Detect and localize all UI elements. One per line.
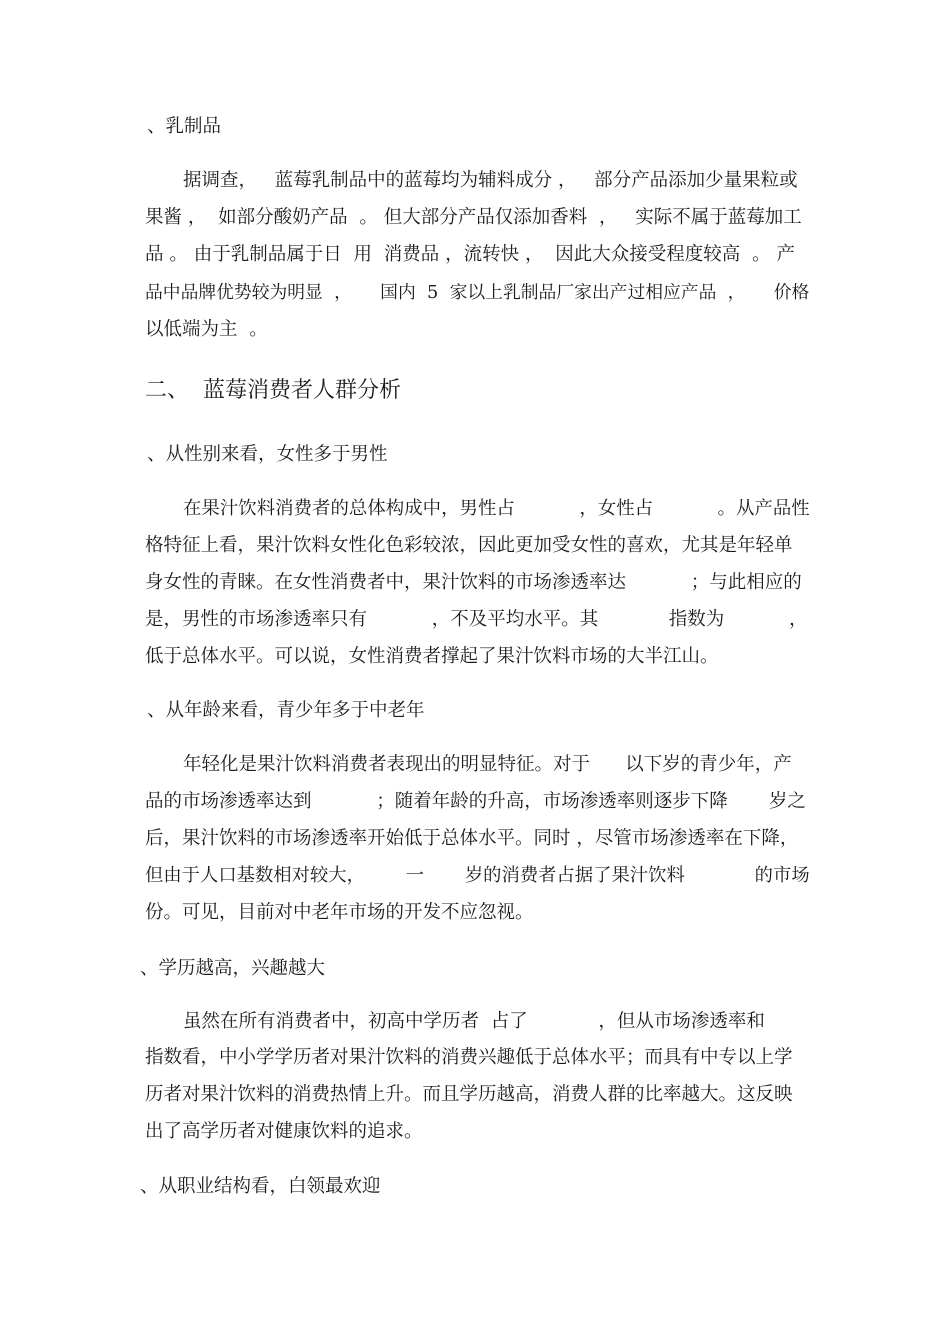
- paragraph-line: 品的市场渗透率达到 ；随着年龄的升高，市场渗透率则逐步下降 岁之: [145, 791, 806, 812]
- paragraph-line: 在果汁饮料消费者的总体构成中，男性占 ，女性占 。从产品性: [183, 498, 810, 519]
- paragraph-line: 指数看，中小学学历者对果汁饮料的消费兴趣低于总体水平；而具有中专以上学: [145, 1047, 793, 1068]
- subsection-heading-age: 、从年龄来看，青少年多于中老年: [147, 700, 425, 721]
- paragraph-line: 历者对果汁饮料的消费热情上升。而且学历越高，消费人群的比率越大。这反映: [145, 1084, 793, 1105]
- paragraph-line: 但由于人口基数相对较大， 一 岁的消费者占据了果汁饮料 的市场: [145, 865, 810, 886]
- paragraph-line: 果酱 ， 如部分酸奶产品 。 但大部分产品仅添加香料 ， 实际不属于蓝莓加工: [145, 207, 802, 228]
- paragraph-line: 以低端为主 。: [145, 319, 268, 340]
- section-heading-dairy: 、乳制品: [147, 116, 222, 137]
- paragraph-line: 后，果汁饮料的市场渗透率开始低于总体水平。同时 ，尽管市场渗透率在下降，: [145, 828, 799, 849]
- paragraph-line: 年轻化是果汁饮料消费者表现出的明显特征。对于 以下岁的青少年，产: [183, 754, 792, 775]
- paragraph-line: 虽然在所有消费者中，初高中学历者 占了 ，但从市场渗透率和: [183, 1011, 765, 1032]
- paragraph-line: 据调查， 蓝莓乳制品中的蓝莓均为辅料成分 ， 部分产品添加少量果粒或: [183, 170, 798, 191]
- paragraph-line: 身女性的青睐。在女性消费者中，果汁饮料的市场渗透率达 ；与此相应的: [145, 572, 802, 593]
- paragraph-line: 低于总体水平。可以说，女性消费者撑起了果汁饮料市场的大半江山。: [145, 646, 719, 667]
- paragraph-line: 格特征上看，果汁饮料女性化色彩较浓，因此更加受女性的喜欢，尤其是年轻单: [145, 535, 793, 556]
- subsection-heading-gender: 、从性别来看，女性多于男性: [147, 444, 388, 465]
- paragraph-line: 份。可见，目前对中老年市场的开发不应忽视。: [145, 902, 534, 923]
- paragraph-line: 品 。 由于乳制品属于日 用 消费品 ，流转快 ， 因此大众接受程度较高 。 产: [145, 244, 795, 265]
- subsection-heading-occupation: 、从职业结构看，白领最欢迎: [140, 1176, 381, 1197]
- paragraph-line: 是，男性的市场渗透率只有 ，不及平均水平。其 指数为 ，: [145, 609, 808, 630]
- paragraph-line: 品中品牌优势较为明显 ， 国内 5 家以上乳制品厂家出产过相应产品 ， 价格: [145, 282, 810, 303]
- subsection-heading-education: 、学历越高，兴趣越大: [140, 958, 326, 979]
- paragraph-line: 出了高学历者对健康饮料的追求。: [145, 1121, 423, 1142]
- section-title: 二、 蓝莓消费者人群分析: [145, 378, 401, 403]
